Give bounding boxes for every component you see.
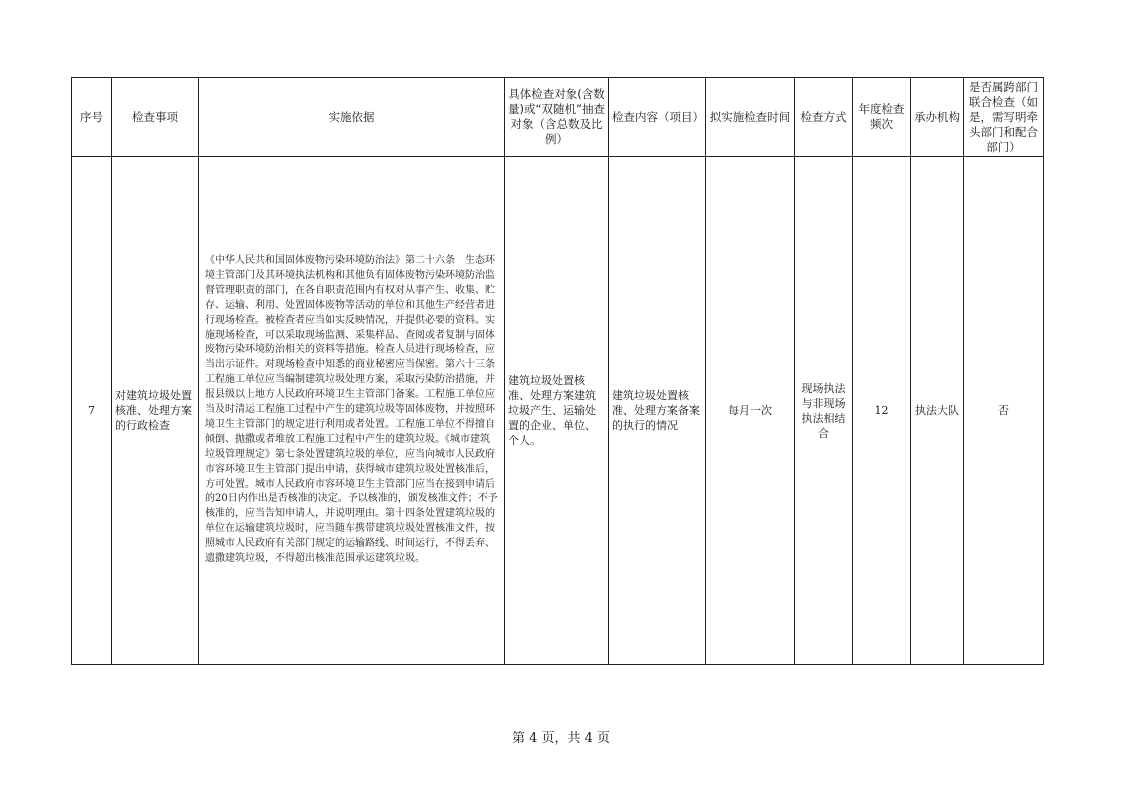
cell-item: 对建筑垃圾处置核准、处理方案的行政检查 (112, 157, 199, 665)
header-basis: 实施依据 (199, 78, 505, 157)
header-joint: 是否属跨部门联合检查（如是，需写明牵头部门和配合部门） (964, 78, 1044, 157)
cell-joint: 否 (964, 157, 1044, 665)
cell-time: 每月一次 (706, 157, 795, 665)
header-object: 具体检查对象(含数量)或“双随机”抽查对象（含总数及比例） (505, 78, 609, 157)
inspection-table (71, 77, 1044, 665)
cell-method: 现场执法与非现场执法相结合 (795, 157, 853, 665)
cell-freq: 12 (853, 157, 911, 665)
header-content: 检查内容（项目） (609, 78, 706, 157)
cell-object: 建筑垃圾处置核准、处理方案建筑垃圾产生、运输处置的企业、单位、个人。 (505, 157, 609, 665)
cell-org: 执法大队 (911, 157, 964, 665)
page-number: 第 4 页，共 4 页 (511, 731, 611, 746)
header-method: 检查方式 (795, 78, 853, 157)
table-row (72, 157, 1044, 665)
header-time: 拟实施检查时间 (706, 78, 795, 157)
cell-seq: 7 (72, 157, 112, 665)
header-row (72, 78, 1044, 157)
header-freq: 年度检查频次 (853, 78, 911, 157)
header-seq: 序号 (72, 78, 112, 157)
header-item: 检查事项 (112, 78, 199, 157)
header-org: 承办机构 (911, 78, 964, 157)
cell-content: 建筑垃圾处置核准、处理方案备案的执行的情况 (609, 157, 706, 665)
cell-basis: 《中华人民共和国固体废物污染环境防治法》第二十六条 生态环境主管部门及其环境执法机构和其他负有固体废物污染环境防治监督管理职责的部门，在各自职责范围内有权对从事产生、收集、贮存、运输、利用、处置固体废物等活动的单位和其他生产经营者进行现场检查。被检查者应当如实反映情况，并提供必要的资料。实施现场检查，可以采取现场监测、采集样品、查阅或者复制与固体废物污染环境防治相关的资料等措施。检查人员进行现场检查，应当出示证件。对现场检查中知悉的商业秘密应当保密。第六十三条 工程施工单位应当编制建筑垃圾处理方案，采取污染防治措施，并报县级以上地方人民政府环境卫生主管部门备案。工程施工单位应当及时清运工程施工过程中产生的建筑垃圾等固体废物，并按照环境卫生主管部门的规定进行利用或者处置。工程施工单位不得擅自倾倒、抛撒或者堆放工程施工过程中产生的建筑垃圾。《城市建筑垃圾管理规定》第七条处置建筑垃圾的单位，应当向城市人民政府市容环境卫生主管部门提出申请，获得城市建筑垃圾处置核准后，方可处置。城市人民政府市容环境卫生主管部门应当在接到申请后的20日内作出是否核准的决定。予以核准的，颁发核准文件；不予核准的，应当告知申请人，并说明理由。第十四条处置建筑垃圾的单位在运输建筑垃圾时，应当随车携带建筑垃圾处置核准文件，按照城市人民政府有关部门规定的运输路线、时间运行，不得丢弃、遗撒建筑垃圾，不得超出核准范围承运建筑垃圾。 (199, 157, 505, 665)
